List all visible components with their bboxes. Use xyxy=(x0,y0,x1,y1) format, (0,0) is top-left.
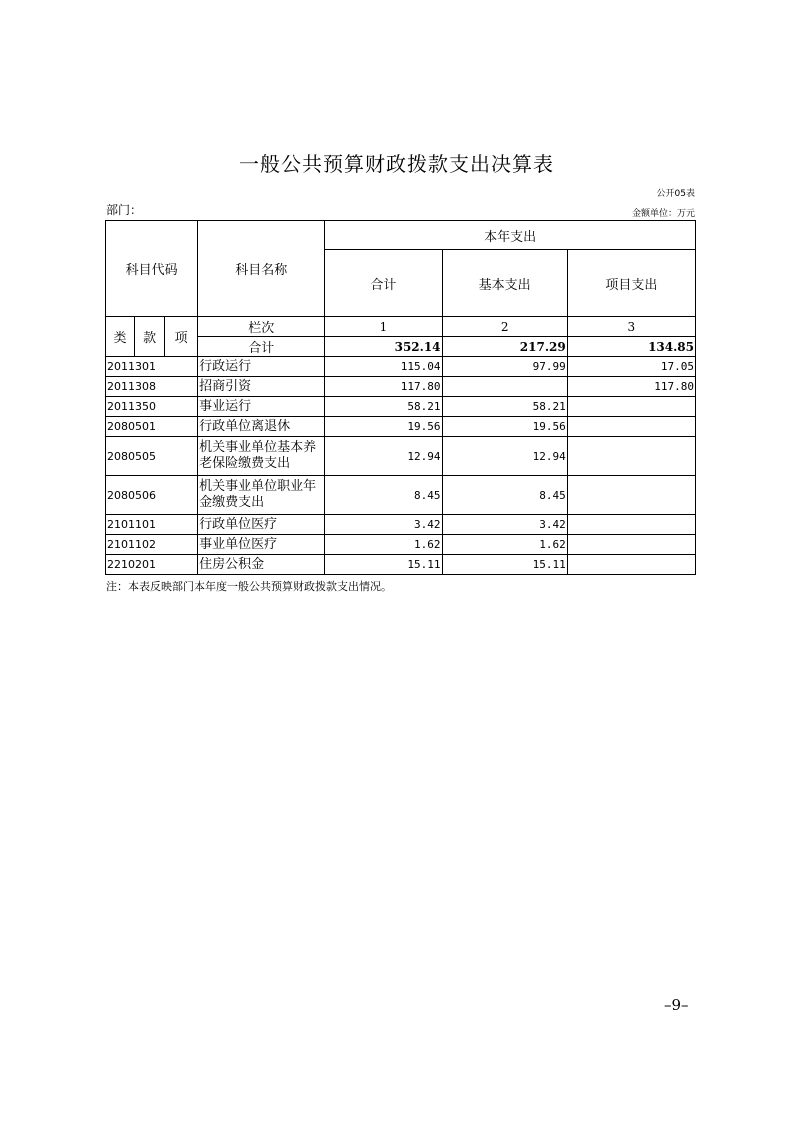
row-total: 1.62 xyxy=(325,535,442,555)
row-code: 2011350 xyxy=(106,397,198,417)
row-project xyxy=(567,535,695,555)
row-project xyxy=(567,437,695,476)
row-basic: 1.62 xyxy=(442,535,567,555)
row-project xyxy=(567,417,695,437)
row-project xyxy=(567,555,695,575)
row-code: 2011301 xyxy=(106,357,198,377)
row-name: 机关事业单位职业年金缴费支出 xyxy=(198,476,325,515)
row-basic: 3.42 xyxy=(442,515,567,535)
row-code: 2210201 xyxy=(106,555,198,575)
row-project xyxy=(567,476,695,515)
table-row xyxy=(106,535,696,555)
header-project: 项目支出 xyxy=(567,250,695,317)
row-total: 19.56 xyxy=(325,417,442,437)
header-total: 合计 xyxy=(325,250,442,317)
table-row xyxy=(106,357,696,377)
header-xiang: 项 xyxy=(165,317,198,357)
table-note: 注：本表反映部门本年度一般公共预算财政拨款支出情况。 xyxy=(106,580,392,593)
row-total: 115.04 xyxy=(325,357,442,377)
table-row xyxy=(106,397,696,417)
row-basic: 97.99 xyxy=(442,357,567,377)
header-code: 科目代码 xyxy=(106,221,198,317)
row-basic: 12.94 xyxy=(442,437,567,476)
table-row xyxy=(106,555,696,575)
row-name: 行政单位医疗 xyxy=(198,515,325,535)
table-row xyxy=(106,515,696,535)
total-row-project: 134.85 xyxy=(567,337,695,357)
row-code: 2011308 xyxy=(106,377,198,397)
header-lei: 类 xyxy=(106,317,135,357)
row-total: 117.80 xyxy=(325,377,442,397)
row-total: 58.21 xyxy=(325,397,442,417)
total-row-label: 合计 xyxy=(198,337,325,357)
row-total: 3.42 xyxy=(325,515,442,535)
header-name: 科目名称 xyxy=(198,221,325,317)
row-name: 行政运行 xyxy=(198,357,325,377)
department-label: 部门： xyxy=(106,203,143,217)
header-basic: 基本支出 xyxy=(442,250,567,317)
row-basic: 15.11 xyxy=(442,555,567,575)
row-name: 招商引资 xyxy=(198,377,325,397)
header-lanci: 栏次 xyxy=(198,317,325,337)
column-number-3: 3 xyxy=(567,317,695,337)
row-project: 17.05 xyxy=(567,357,695,377)
row-basic: 19.56 xyxy=(442,417,567,437)
row-name: 住房公积金 xyxy=(198,555,325,575)
row-code: 2101101 xyxy=(106,515,198,535)
total-row-total: 352.14 xyxy=(325,337,442,357)
row-basic: 8.45 xyxy=(442,476,567,515)
row-name: 行政单位离退休 xyxy=(198,417,325,437)
row-project: 117.80 xyxy=(567,377,695,397)
header-kuan: 款 xyxy=(135,317,165,357)
row-name: 事业运行 xyxy=(198,397,325,417)
table-row xyxy=(106,417,696,437)
column-number-1: 1 xyxy=(325,317,442,337)
row-basic xyxy=(442,377,567,397)
table-row xyxy=(106,437,696,476)
table-row xyxy=(106,377,696,397)
total-row-basic: 217.29 xyxy=(442,337,567,357)
row-name: 机关事业单位基本养老保险缴费支出 xyxy=(198,437,325,476)
amount-unit: 金额单位：万元 xyxy=(631,209,695,219)
column-number-2: 2 xyxy=(442,317,567,337)
expenditure-table xyxy=(105,220,696,575)
row-total: 12.94 xyxy=(325,437,442,476)
report-title: 一般公共预算财政拨款支出决算表 xyxy=(239,152,554,176)
row-project xyxy=(567,397,695,417)
row-total: 8.45 xyxy=(325,476,442,515)
row-name: 事业单位医疗 xyxy=(198,535,325,555)
row-code: 2080505 xyxy=(106,437,198,476)
table-row xyxy=(106,476,696,515)
page-number: –9– xyxy=(664,996,689,1014)
row-project xyxy=(567,515,695,535)
row-basic: 58.21 xyxy=(442,397,567,417)
row-code: 2080506 xyxy=(106,476,198,515)
header-current-year: 本年支出 xyxy=(325,221,696,250)
row-code: 2080501 xyxy=(106,417,198,437)
row-total: 15.11 xyxy=(325,555,442,575)
form-number: 公开05表 xyxy=(656,189,695,199)
row-code: 2101102 xyxy=(106,535,198,555)
